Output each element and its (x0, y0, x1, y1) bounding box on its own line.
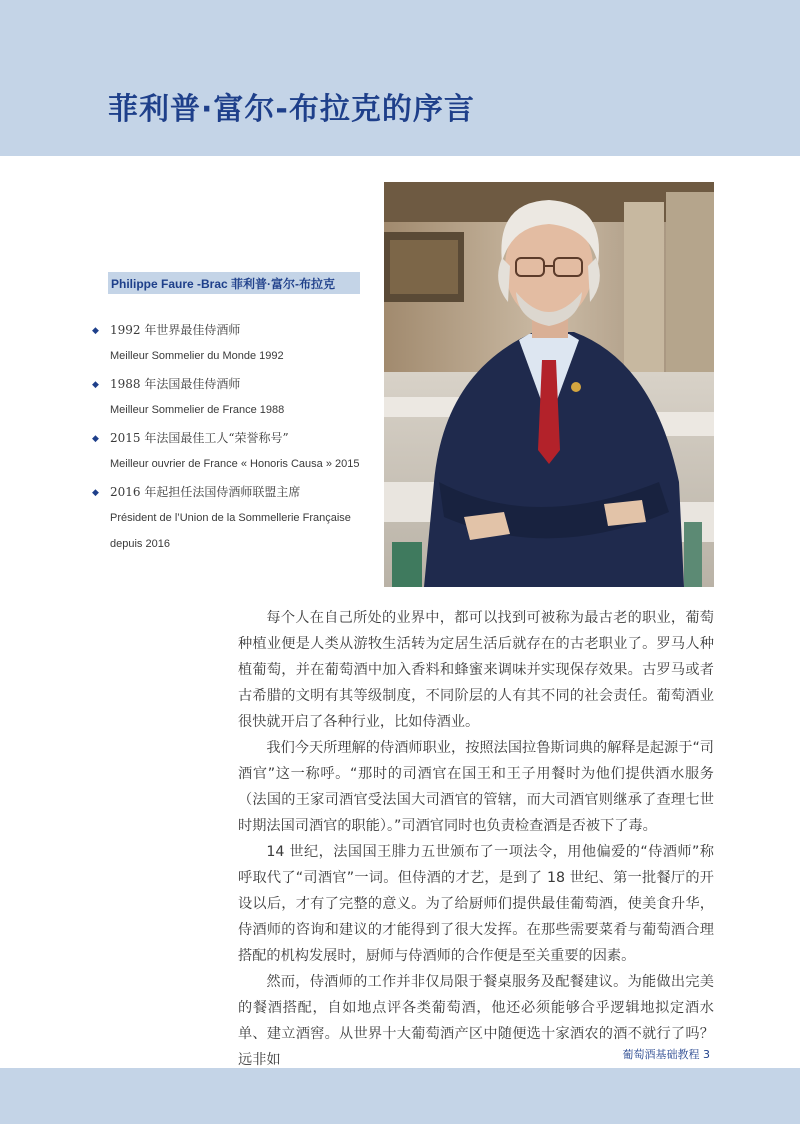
honor-french: Meilleur Sommelier de France 1988 (110, 404, 285, 416)
honors-list (92, 322, 377, 564)
paragraph: 然而，侍酒师的工作并非仅局限于餐桌服务及配餐建议。为能做出完美的餐酒搭配，自如地点评各类葡萄酒，他还必须能够合乎逻辑地拟定酒水单、建立酒窖。从世界十大葡萄酒产区中随便选十家酒农的酒不就行了吗？远非如 (238, 974, 714, 1068)
paragraph: 14 世纪，法国国王腓力五世颁布了一项法令，用他偏爱的“侍酒师”称呼取代了“司酒官”一词。但侍酒的才艺，是到了 18 世纪、第一批餐厅的开设以后，才有了完整的意义。为了给厨师们提供最佳葡萄酒，使美食升华，侍酒师的咨询和建议的才能得到了很大发挥。在那些需要菜肴与葡萄酒合理搭配的机构发展时，厨师与侍酒师的合作便是至关重要的因素。 (238, 844, 714, 964)
paragraph: 我们今天所理解的侍酒师职业，按照法国拉鲁斯词典的解释是起源于“司酒官”这一称呼。“那时的司酒官在国王和王子用餐时为他们提供酒水服务（法国的王家司酒官受法国大司酒官的管辖，而大司酒官则继承了查理七世时期法国司酒官的职能）。”司酒官同时也负责检查酒是否被下了毒。 (238, 740, 714, 834)
profile-name: Philippe Faure -Brac 菲利普·富尔-布拉克 (111, 277, 336, 291)
footer-band (0, 1068, 800, 1124)
header-band (0, 0, 800, 156)
list-item (92, 376, 377, 418)
honor-chinese: 2016 年起担任法国侍酒师联盟主席 (110, 485, 301, 499)
paragraph: 每个人在自己所处的业界中，都可以找到可被称为最古老的职业，葡萄种植业便是人类从游牧生活转为定居生活后就存在的古老职业了。罗马人种植葡萄，并在葡萄酒中加入香料和蜂蜜来调味并实现保存效果。古罗马或者古希腊的文明有其等级制度，不同阶层的人有其不同的社会责任。葡萄酒业很快就开启了各种行业，比如侍酒业。 (238, 610, 714, 730)
honor-french: Meilleur Sommelier du Monde 1992 (110, 350, 284, 362)
honor-chinese: 1992 年世界最佳侍酒师 (110, 323, 241, 337)
body-text (238, 605, 714, 1073)
honor-chinese: 1988 年法国最佳侍酒师 (110, 377, 241, 391)
diamond-bullet-icon: ◆ (92, 488, 99, 498)
diamond-bullet-icon: ◆ (92, 434, 99, 444)
portrait-photo (384, 182, 714, 587)
honor-french: Meilleur ouvrier de France « Honoris Causa » 2015 (110, 458, 360, 470)
diamond-bullet-icon: ◆ (92, 380, 99, 390)
list-item (92, 484, 377, 552)
honor-french-continued: depuis 2016 (110, 538, 170, 550)
list-item (92, 430, 377, 472)
honor-french: Président de l’Union de la Sommellerie Française (110, 512, 351, 524)
page-title: 菲利普·富尔-布拉克的序言 (108, 92, 475, 127)
diamond-bullet-icon: ◆ (92, 326, 99, 336)
honor-chinese: 2015 年法国最佳工人“荣誉称号” (110, 431, 289, 445)
list-item (92, 322, 377, 364)
page-footer-label: 葡萄酒基础教程 3 (622, 1048, 710, 1061)
